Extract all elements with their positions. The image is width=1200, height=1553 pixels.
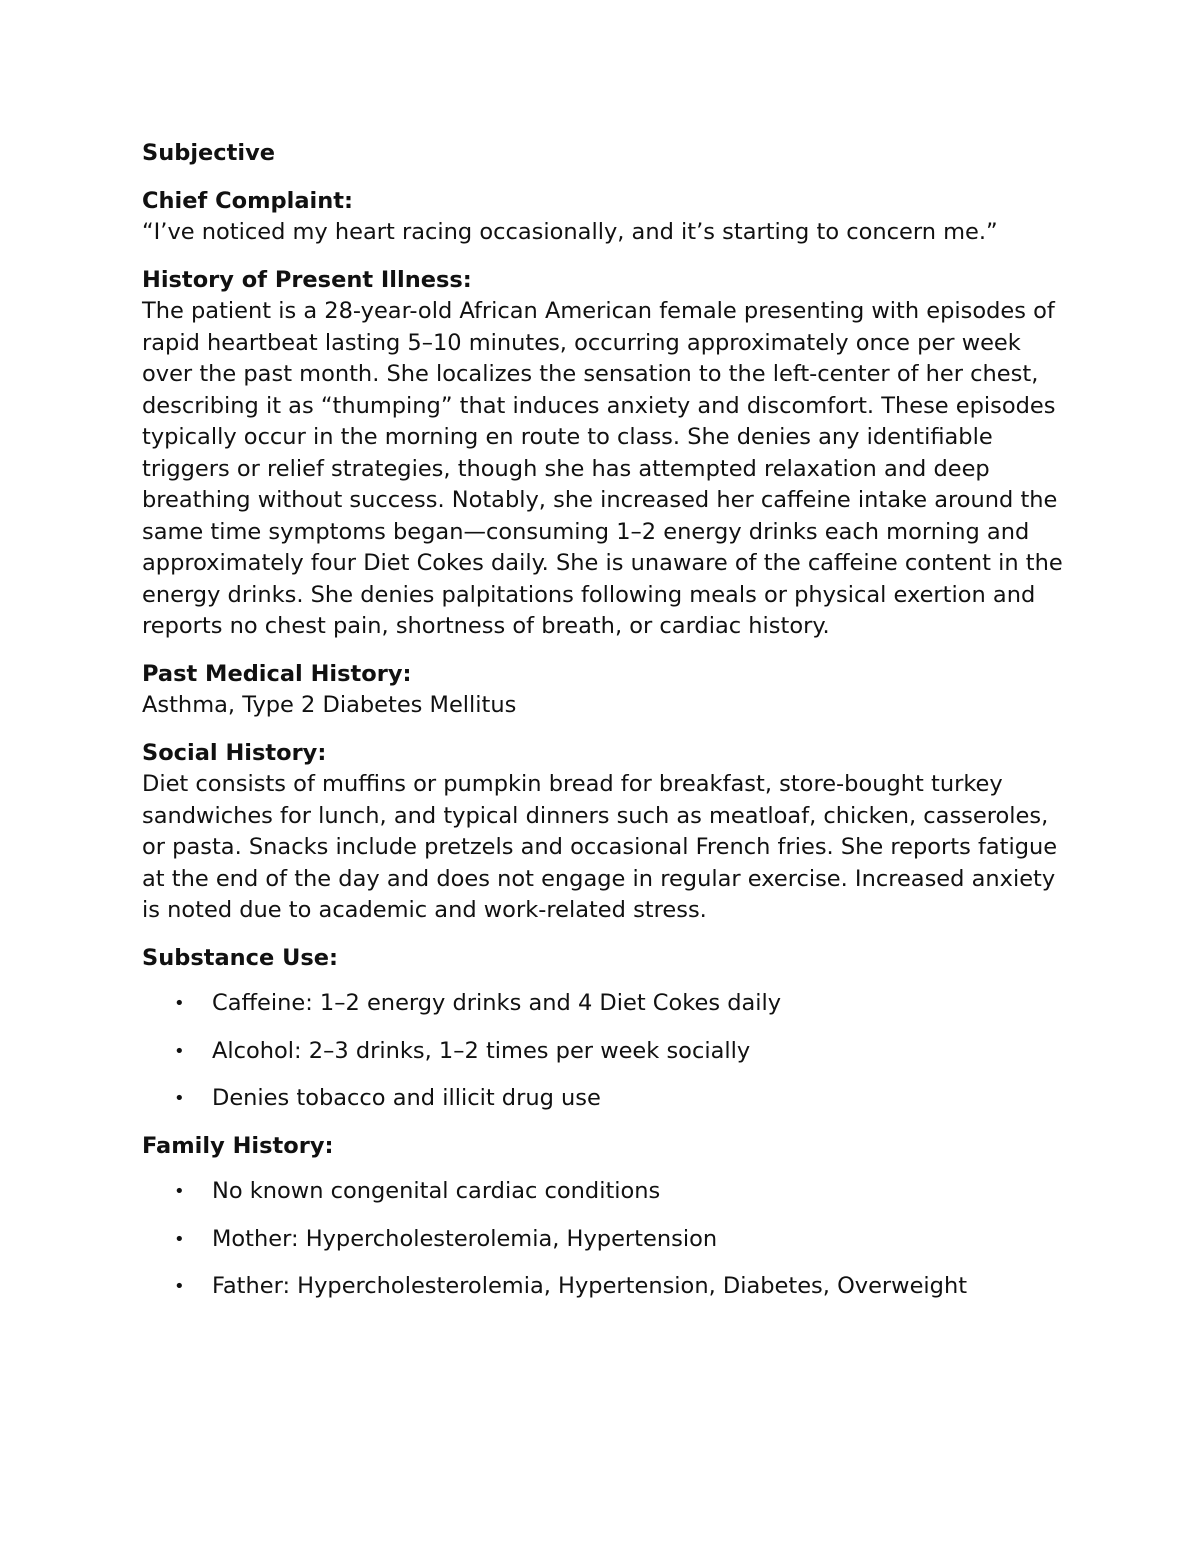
hpi-heading: History of Present Illness:	[142, 266, 472, 293]
chief-complaint-heading: Chief Complaint:	[142, 187, 354, 214]
bullet-icon: •	[174, 1181, 185, 1202]
family-history-heading: Family History:	[142, 1132, 334, 1159]
list-item	[142, 1271, 1072, 1303]
pmh-section	[142, 659, 1072, 722]
list-item	[142, 1176, 1072, 1208]
hpi-section	[142, 265, 1072, 643]
pmh-text: Asthma, Type 2 Diabetes Mellitus	[142, 692, 517, 718]
family-history-list	[142, 1176, 1072, 1303]
list-item	[142, 1083, 1072, 1115]
list-item-text: Denies tobacco and illicit drug use	[212, 1085, 601, 1111]
bullet-icon: •	[174, 1088, 185, 1109]
substance-use-list	[142, 988, 1072, 1115]
chief-complaint-section	[142, 186, 1072, 249]
document-page	[142, 138, 1072, 1319]
bullet-icon: •	[174, 1276, 185, 1297]
substance-use-section	[142, 943, 1072, 1115]
list-item	[142, 1224, 1072, 1256]
social-history-text: Diet consists of muffins or pumpkin bread for breakfast, store-bought turkey sandwiches for lunch, and typical dinners such as meatloaf, chicken, casseroles, or pasta. Snacks include pretzels and occasional French fries. She reports fatigue at the end of the day and does not engage in regular exercise. Increased anxiety is noted due to academic and work-related stress.	[142, 771, 1058, 923]
bullet-icon: •	[174, 1040, 185, 1062]
pmh-heading: Past Medical History:	[142, 660, 412, 687]
hpi-text: The patient is a 28-year-old African American female presenting with episodes of rapid heartbeat lasting 5–10 minutes, occurring approximately once per week over the past month. She localizes the sensation to the left-center of her chest, describing it as “thumping” that induces anxiety and discomfort. These episodes typically occur in the morning en route to class. She denies any identifiable triggers or relief strategies, though she has attempted relaxation and deep breathing without success. Notably, she increased her caffeine intake around the same time symptoms began—consuming 1–2 energy drinks each morning and approximately four Diet Cokes daily. She is unaware of the caffeine content in the energy drinks. She denies palpitations following meals or physical exertion and reports no chest pain, shortness of breath, or cardiac history.	[142, 298, 1063, 639]
social-history-section	[142, 738, 1072, 927]
list-item	[142, 1036, 1072, 1068]
list-item	[142, 988, 1072, 1020]
bullet-icon: •	[174, 993, 185, 1014]
family-history-section	[142, 1131, 1072, 1303]
list-item-text: Alcohol: 2–3 drinks, 1–2 times per week socially	[212, 1037, 751, 1064]
document-title: Subjective	[142, 140, 276, 166]
list-item-text: No known congenital cardiac conditions	[212, 1178, 661, 1204]
social-history-heading: Social History:	[142, 739, 327, 766]
list-item-text: Caffeine: 1–2 energy drinks and 4 Diet Cokes daily	[212, 990, 782, 1016]
chief-complaint-text: “I’ve noticed my heart racing occasionally, and it’s starting to concern me.”	[142, 219, 998, 245]
bullet-icon: •	[174, 1228, 185, 1250]
list-item-text: Father: Hypercholesterolemia, Hypertension, Diabetes, Overweight	[212, 1273, 968, 1299]
list-item-text: Mother: Hypercholesterolemia, Hypertension	[212, 1225, 718, 1252]
substance-use-heading: Substance Use:	[142, 944, 339, 971]
